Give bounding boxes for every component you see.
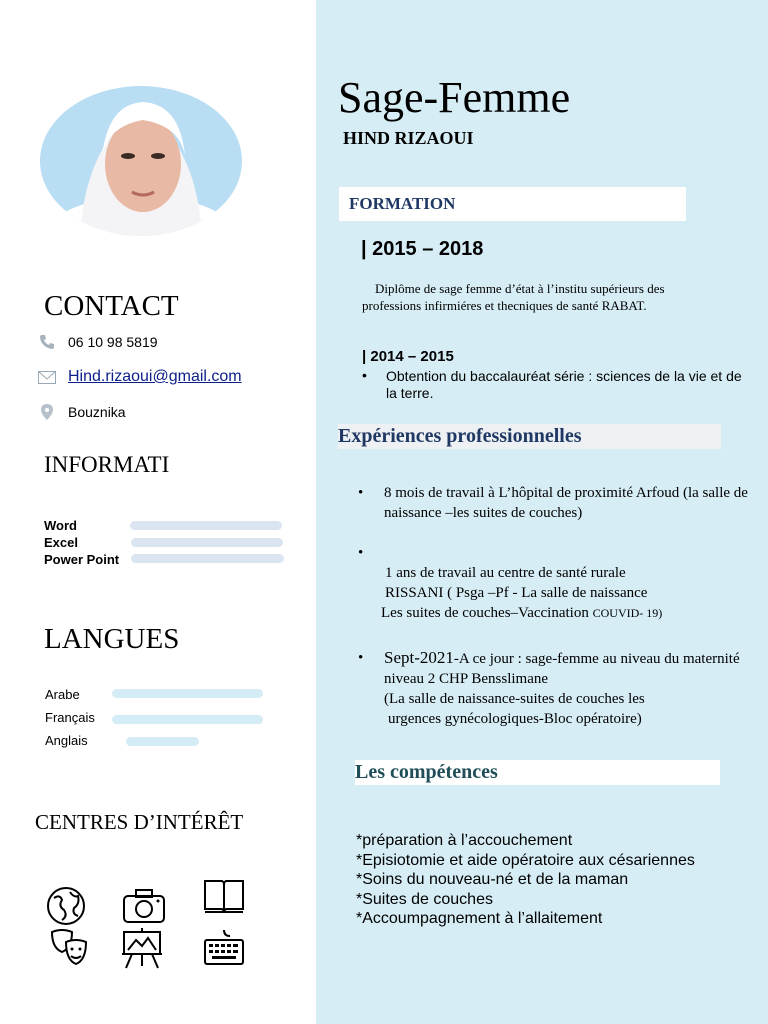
competences-title: Les compétences [355, 761, 498, 783]
email-link[interactable]: Hind.rizaoui@gmail.com [68, 368, 242, 385]
lang-anglais: Anglais [45, 733, 88, 748]
informatique-title: INFORMATI [44, 452, 170, 477]
lang-francais: Français [45, 710, 95, 725]
painting-easel-icon [120, 926, 164, 966]
experience-2-covid: COUVID- 19) [592, 606, 663, 620]
person-name: HIND RIZAOUI [343, 128, 474, 148]
experience-text-3 [384, 648, 748, 689]
formation-bullet-2 [362, 368, 752, 402]
lang-bar-francais [112, 715, 263, 724]
competence-item: *Episiotomie et aide opératoire aux césariennes [356, 851, 695, 869]
experience-2-line-3 [381, 603, 745, 623]
experience-3-text: -A ce jour : sage-femme au niveau du maternité niveau 2 CHP Bensslimane [384, 651, 740, 687]
experience-item-3 [358, 648, 748, 729]
formation-title: FORMATION [349, 194, 456, 213]
experiences-header [338, 424, 721, 449]
experience-item-1 [358, 483, 748, 523]
skill-bar-excel [131, 538, 283, 547]
experience-text-1: 8 mois de travail à L’hôpital de proximité Arfoud (la salle de naissance –les suites de couches) [384, 485, 748, 521]
competences-header [355, 760, 720, 785]
skill-bar-powerpoint [131, 554, 284, 563]
keyboard-icon [202, 928, 246, 968]
skill-word: Word [44, 518, 77, 533]
experience-3-line-3: urgences gynécologiques-Bloc opératoire) [388, 711, 642, 727]
competence-item: *Suites de couches [356, 890, 493, 908]
bullet-dot: • [358, 650, 364, 666]
skill-powerpoint: Power Point [44, 552, 120, 567]
camera-icon [122, 886, 166, 926]
formation-text-1: Diplôme de sage femme d’état à l’institu supérieurs des professions infirmiéres et thecniques de santé RABAT. [362, 281, 665, 313]
bullet-dot: • [362, 367, 367, 383]
location-pin-icon [36, 404, 58, 420]
experience-2-line-3-text: Les suites de couches–Vaccination [381, 605, 593, 621]
competences-list [356, 831, 695, 929]
skill-excel: Excel [44, 535, 78, 550]
globe-icon [44, 886, 88, 926]
experiences-title: Expériences professionnelles [338, 425, 582, 447]
phone-icon [36, 334, 58, 350]
book-icon [202, 876, 246, 916]
email-icon [36, 369, 58, 385]
formation-years-1: | 2015 – 2018 [361, 238, 484, 260]
bullet-dot: • [358, 545, 364, 561]
skill-bar-word [130, 521, 282, 530]
experience-2-line-2: RISSANI ( Psga –Pf - La salle de naissance [385, 585, 648, 601]
email-row [36, 368, 242, 386]
formation-text-2: Obtention du baccalauréat série : sciences de la vie et de la terre. [386, 368, 742, 401]
bullet-dot: • [358, 485, 364, 501]
interets-title: CENTRES D’INTÉRÊT [35, 810, 244, 834]
lang-bar-arabe [112, 689, 263, 698]
phone-number: 06 10 98 5819 [68, 334, 158, 350]
competence-item: *Soins du nouveau-né et de la maman [356, 871, 629, 888]
experience-2-line-1: 1 ans de travail au centre de santé rurale [385, 565, 626, 581]
competence-item: *préparation à l’accouchement [356, 832, 573, 849]
formation-years-2: | 2014 – 2015 [362, 348, 454, 365]
profile-photo [40, 86, 242, 236]
city: Bouznika [68, 404, 126, 420]
phone-row [36, 334, 158, 350]
experience-3-line-2: (La salle de naissance-suites de couches les [384, 691, 645, 707]
formation-header [339, 187, 686, 221]
lang-arabe: Arabe [45, 687, 80, 702]
lang-bar-anglais [126, 737, 199, 746]
contact-title: CONTACT [44, 290, 179, 322]
job-title: Sage-Femme [338, 73, 571, 122]
experience-3-date: Sept-2021 [384, 648, 454, 667]
theater-masks-icon [48, 928, 92, 968]
langues-title: LANGUES [44, 623, 180, 655]
experience-text-2 [381, 563, 745, 623]
location-row [36, 404, 126, 420]
competence-item: *Accoumpagnement à l’allaitement [356, 910, 603, 927]
